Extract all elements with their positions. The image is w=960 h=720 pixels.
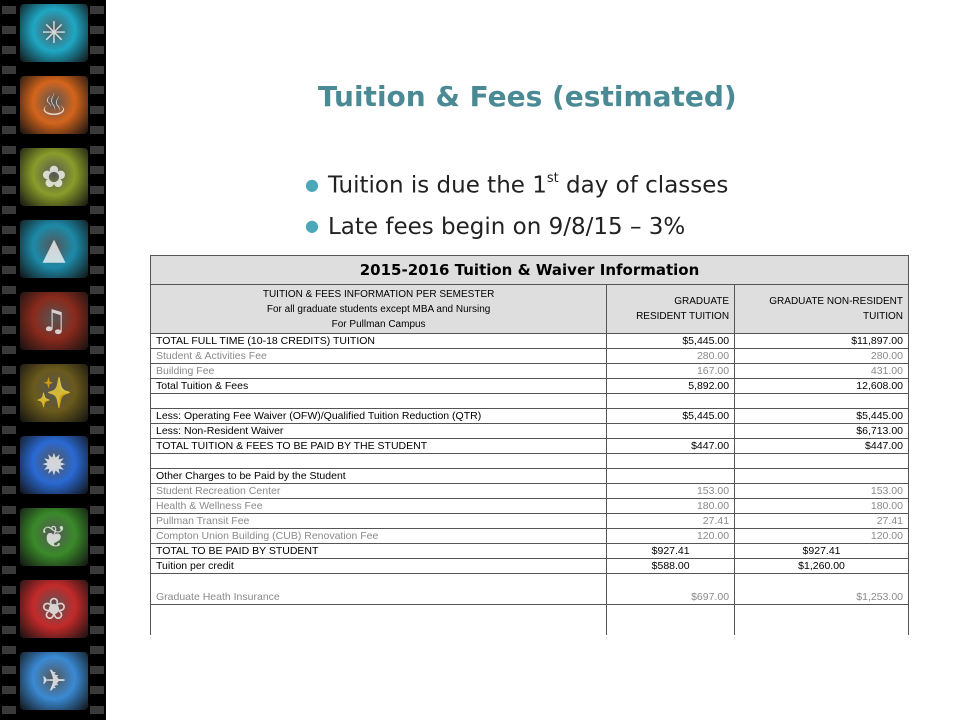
row-resident-value: $447.00	[607, 439, 735, 454]
row-label: Less: Operating Fee Waiver (OFW)/Qualified Tuition Reduction (QTR)	[151, 409, 607, 424]
row-label: TOTAL TUITION & FEES TO BE PAID BY THE STUDENT	[151, 439, 607, 454]
row-label: Tuition per credit	[151, 559, 607, 574]
film-frame	[20, 580, 88, 638]
row-label: Student Recreation Center	[151, 484, 607, 499]
row-label	[151, 394, 607, 409]
row-label: TOTAL TO BE PAID BY STUDENT	[151, 544, 607, 559]
bullet-dot-icon: ●	[305, 174, 319, 194]
row-label	[151, 605, 607, 636]
table-row	[151, 439, 909, 454]
row-nonresident-value: $1,253.00	[735, 574, 909, 605]
flame-icon: ♨	[40, 87, 68, 123]
row-label: Student & Activities Fee	[151, 349, 607, 364]
row-resident-value: 167.00	[607, 364, 735, 379]
row-resident-value: 27.41	[607, 514, 735, 529]
violin-icon: ♫	[40, 303, 68, 339]
row-label: Other Charges to be Paid by the Student	[151, 469, 607, 484]
bullet-item: ● Tuition is due the 1st day of classes	[305, 171, 729, 199]
row-label: Health & Wellness Fee	[151, 499, 607, 514]
row-resident-value: 280.00	[607, 349, 735, 364]
table-row	[151, 544, 909, 559]
table-row	[151, 334, 909, 349]
row-label: Total Tuition & Fees	[151, 379, 607, 394]
film-sprockets-right	[90, 0, 104, 720]
row-resident-value: $5,445.00	[607, 334, 735, 349]
row-resident-value: 120.00	[607, 529, 735, 544]
row-nonresident-value	[735, 469, 909, 484]
swirl-icon: ✳	[41, 15, 67, 51]
film-frame	[20, 76, 88, 134]
table-row	[151, 574, 909, 605]
row-label	[151, 454, 607, 469]
row-nonresident-value: $447.00	[735, 439, 909, 454]
row-nonresident-value	[735, 605, 909, 636]
header-nonresident: GRADUATE NON-RESIDENT TUITION	[735, 285, 909, 334]
dna-icon: ✨	[35, 375, 73, 411]
table-row	[151, 605, 909, 636]
bullet-item: ● Late fees begin on 9/8/15 – 3%	[305, 214, 686, 240]
light-burst-icon: ✹	[41, 447, 67, 483]
row-resident-value: $927.41	[607, 544, 735, 559]
row-label: TOTAL FULL TIME (10-18 CREDITS) TUITION	[151, 334, 607, 349]
row-resident-value: $697.00	[607, 574, 735, 605]
row-resident-value: 5,892.00	[607, 379, 735, 394]
film-frame	[20, 220, 88, 278]
table-header-row	[151, 285, 909, 334]
row-nonresident-value: 180.00	[735, 499, 909, 514]
table-row	[151, 499, 909, 514]
row-label: Graduate Heath Insurance	[151, 574, 607, 605]
table-row	[151, 379, 909, 394]
row-label: Pullman Transit Fee	[151, 514, 607, 529]
film-sprockets-left	[2, 0, 16, 720]
film-frame	[20, 364, 88, 422]
film-frame	[20, 436, 88, 494]
table-row	[151, 484, 909, 499]
table-row	[151, 349, 909, 364]
film-frame	[20, 148, 88, 206]
row-nonresident-value: $1,260.00	[735, 559, 909, 574]
row-resident-value: $588.00	[607, 559, 735, 574]
row-resident-value: 153.00	[607, 484, 735, 499]
row-nonresident-value: 12,608.00	[735, 379, 909, 394]
table-row	[151, 424, 909, 439]
row-nonresident-value: $6,713.00	[735, 424, 909, 439]
flower-icon: ✿	[41, 159, 67, 195]
row-resident-value	[607, 424, 735, 439]
slide-title: Tuition & Fees (estimated)	[318, 80, 737, 113]
raspberry-icon: ❀	[41, 591, 67, 627]
row-nonresident-value	[735, 394, 909, 409]
table-row	[151, 559, 909, 574]
row-resident-value	[607, 469, 735, 484]
table-row	[151, 454, 909, 469]
filmstrip-sidebar	[0, 0, 106, 720]
row-nonresident-value	[735, 454, 909, 469]
airplane-icon: ✈	[41, 663, 67, 699]
row-label: Compton Union Building (CUB) Renovation Fee	[151, 529, 607, 544]
film-frame	[20, 4, 88, 62]
film-frame	[20, 292, 88, 350]
row-nonresident-value: 120.00	[735, 529, 909, 544]
leaf-icon: ❦	[41, 519, 67, 555]
table-row	[151, 514, 909, 529]
table-caption-row	[151, 256, 909, 285]
row-resident-value	[607, 605, 735, 636]
header-resident: GRADUATE RESIDENT TUITION	[607, 285, 735, 334]
row-nonresident-value: $11,897.00	[735, 334, 909, 349]
table-row	[151, 364, 909, 379]
row-label: Building Fee	[151, 364, 607, 379]
bullet-list	[305, 163, 728, 255]
film-frame	[20, 508, 88, 566]
table-row	[151, 409, 909, 424]
bullet-dot-icon: ●	[305, 216, 319, 235]
table-caption: 2015-2016 Tuition & Waiver Information	[151, 256, 909, 285]
row-nonresident-value: 280.00	[735, 349, 909, 364]
header-description: TUITION & FEES INFORMATION PER SEMESTER For all graduate students except MBA and Nursing For Pullman Campus	[151, 285, 607, 334]
pyramid-icon: ▲	[42, 231, 66, 267]
row-resident-value: 180.00	[607, 499, 735, 514]
row-nonresident-value: $5,445.00	[735, 409, 909, 424]
row-nonresident-value: 27.41	[735, 514, 909, 529]
row-resident-value	[607, 394, 735, 409]
row-nonresident-value: $927.41	[735, 544, 909, 559]
tuition-table	[150, 255, 909, 635]
film-frame	[20, 652, 88, 710]
table-row	[151, 469, 909, 484]
row-nonresident-value: 153.00	[735, 484, 909, 499]
row-resident-value	[607, 454, 735, 469]
row-nonresident-value: 431.00	[735, 364, 909, 379]
table-row	[151, 394, 909, 409]
row-resident-value: $5,445.00	[607, 409, 735, 424]
row-label: Less: Non-Resident Waiver	[151, 424, 607, 439]
table-row	[151, 529, 909, 544]
